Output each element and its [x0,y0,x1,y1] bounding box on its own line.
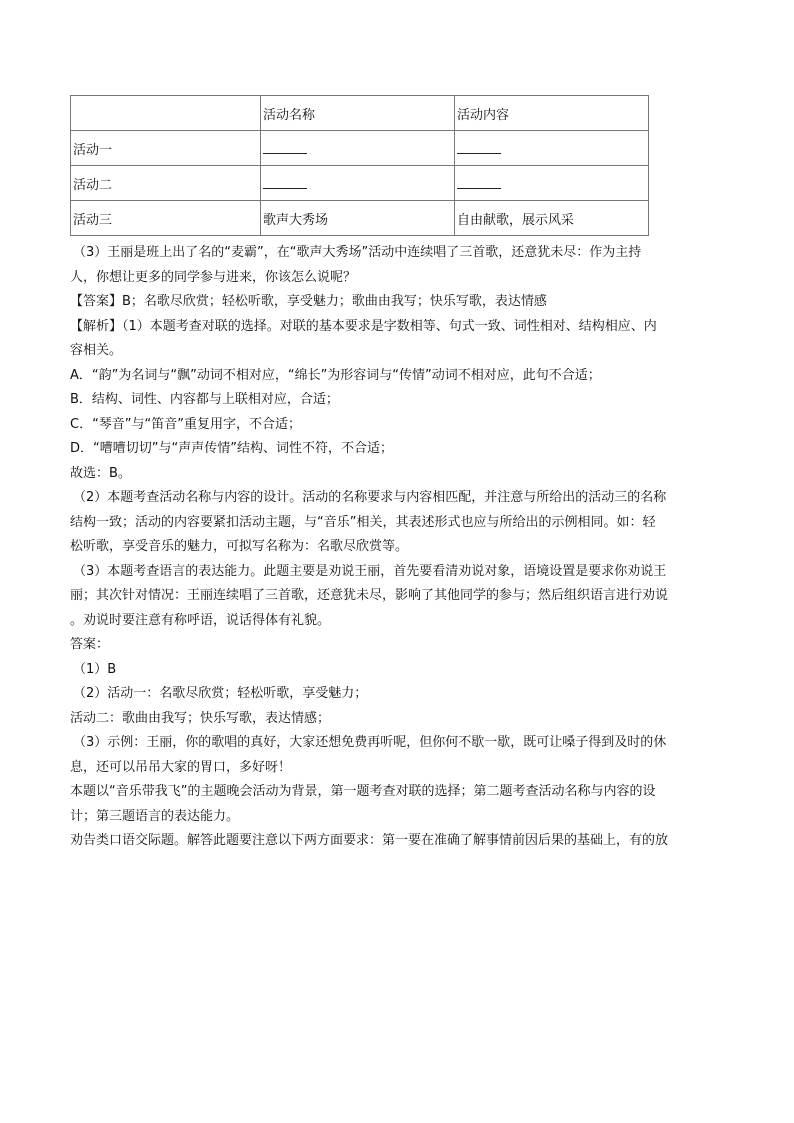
row-label: 活动一 [71,131,261,166]
blank-cell [455,166,649,201]
activity-content-cell: 自由献歌，展示风采 [455,201,649,236]
text-line: （3）本题考查语言的表达能力。此题主要是劝说王丽，首先要看清劝说对象，语境设置是要求你劝说王 [73,563,667,579]
activity-name-cell: 歌声大秀场 [261,201,455,236]
text-line: 。劝说时要注意有称呼语，说话得体有礼貌。 [70,612,331,628]
activity-table [70,95,649,236]
text-line: 计；第三题语言的表达能力。 [70,808,240,824]
table-row [71,201,649,236]
text-line: （3）王丽是班上出了名的“麦霸”，在“歌声大秀场”活动中连续唱了三首歌，还意犹未尽：作为主持 [73,245,642,260]
text-line: （2）活动一：名歌尽欣赏；轻松听歌，享受魅力； [73,686,368,701]
answer-explanation-text [70,241,722,854]
answer-blank [457,178,501,189]
text-line: 丽；其次针对情况：王丽连续唱了三首歌，还意犹未尽，影响了其他同学的参与；然后组织语言进行劝说 [70,588,669,603]
text-line: 活动二：歌曲由我写；快乐写歌，表达情感； [70,710,331,726]
answer-blank [263,178,307,189]
blank-cell [455,131,649,166]
text-line: A．“韵”为名词与“飘”动词不相对应，“绵长”为形容词与“传情”动词不相对应，此句不合适； [70,367,601,383]
text-line: 人，你想让更多的同学参与进来，你该怎么说呢？ [70,269,357,285]
table-header-row [71,96,649,131]
answer-blank [457,143,501,154]
text-line: 息，还可以吊吊大家的胃口，多好呀！ [70,759,292,775]
text-line: 结构一致；活动的内容要紧扣活动主题，与“音乐”相关，其表述形式也应与所给出的示例相同。如：轻 [70,514,656,530]
answer-blank [263,143,307,154]
answer-line: 【答案】B；名歌尽欣赏；轻松听歌，享受魅力；歌曲由我写；快乐写歌，表达情感 [70,294,547,309]
text-line: B．结构、词性、内容都与上联相对应，合适； [70,392,339,407]
table-header-cell: 活动内容 [455,96,649,131]
text-line: D．“嘈嘈切切”与“声声传情”结构、词性不符，不合适； [70,441,393,456]
blank-cell [261,131,455,166]
blank-cell [261,166,455,201]
analysis-line: 【解析】（1）本题考查对联的选择。对联的基本要求是字数相等、句式一致、词性相对、结构相应、内 [70,318,657,334]
table-row [71,131,649,166]
text-line: 松听歌，享受音乐的魅力，可拟写名称为：名歌尽欣赏等。 [70,539,409,554]
text-line: 劝告类口语交际题。解答此题要注意以下两方面要求：第一要在准确了解事情前因后果的基础上，有的放 [70,833,669,848]
text-line: 故选：B。 [70,465,131,481]
text-line: （2）本题考查活动名称与内容的设计。活动的名称要求与内容相匹配，并注意与所给出的活动三的名称 [73,490,667,505]
row-label: 活动二 [71,166,261,201]
text-line: C．“琴音”与“笛音”重复用字，不合适； [70,416,302,432]
text-line: （3）示例：王丽，你的歌唱的真好，大家还想免费再听呢，但你何不歇一歇，既可让嗓子得到及时的休 [73,735,667,750]
table-header-cell [71,96,261,131]
text-line: （1）B [73,661,117,677]
text-line: 容相关。 [70,343,123,358]
table-header-cell: 活动名称 [261,96,455,131]
table-row [71,166,649,201]
row-label: 活动三 [71,201,261,236]
text-line: 本题以“音乐带我飞”的主题晚会活动为背景，第一题考查对联的选择；第二题考查活动名称与内容的设 [70,784,656,799]
text-line: 答案： [70,637,110,652]
